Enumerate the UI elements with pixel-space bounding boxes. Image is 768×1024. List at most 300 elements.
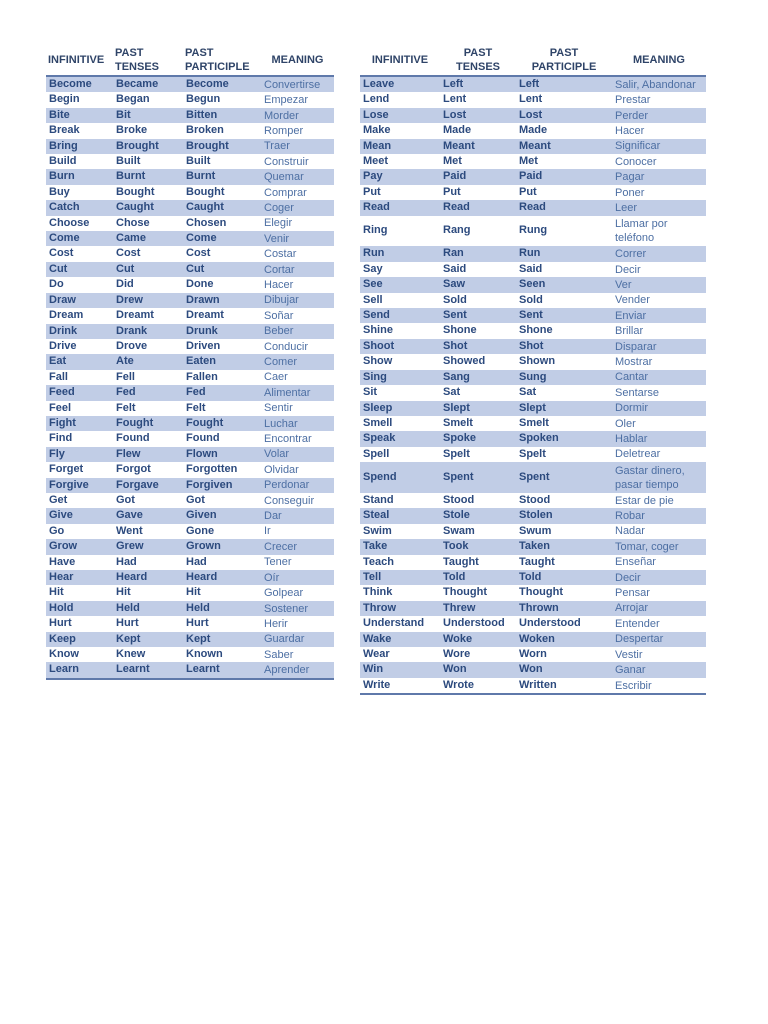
meaning-cell: Perdonar (261, 478, 334, 493)
table-row (360, 277, 706, 292)
table-row (360, 462, 706, 493)
table-row (46, 555, 334, 570)
infinitive-cell: Write (360, 678, 440, 694)
meaning-cell: Comprar (261, 185, 334, 200)
past-participle-cell: Lent (516, 92, 612, 107)
past-tense-cell: Built (113, 154, 183, 169)
header-past-participle: PAST PARTICIPLE (516, 44, 612, 76)
table-row (360, 431, 706, 446)
infinitive-cell: Read (360, 200, 440, 215)
infinitive-cell: Make (360, 123, 440, 138)
table-row (46, 524, 334, 539)
infinitive-cell: Keep (46, 632, 113, 647)
past-participle-cell: Slept (516, 401, 612, 416)
past-tense-cell: Showed (440, 354, 516, 369)
infinitive-cell: Shine (360, 323, 440, 338)
table-row (46, 508, 334, 523)
infinitive-cell: Give (46, 508, 113, 523)
past-tense-cell: Sent (440, 308, 516, 323)
past-tense-cell: Wrote (440, 678, 516, 694)
table-row (360, 92, 706, 107)
infinitive-cell: Leave (360, 76, 440, 92)
past-participle-cell: Gone (183, 524, 261, 539)
header-past-participle: PAST PARTICIPLE (183, 44, 261, 76)
past-tense-cell: Ran (440, 246, 516, 261)
table-row (360, 385, 706, 400)
table-row (360, 323, 706, 338)
table-row (46, 447, 334, 462)
past-participle-cell: Run (516, 246, 612, 261)
table-row (46, 431, 334, 446)
past-participle-cell: Shot (516, 339, 612, 354)
infinitive-cell: Smell (360, 416, 440, 431)
past-participle-cell: Flown (183, 447, 261, 462)
past-participle-cell: Stolen (516, 508, 612, 523)
table-row (46, 385, 334, 400)
past-tense-cell: Fed (113, 385, 183, 400)
infinitive-cell: Wake (360, 632, 440, 647)
table-row (46, 76, 334, 92)
meaning-cell: Conocer (612, 154, 706, 169)
meaning-cell: Prestar (612, 92, 706, 107)
infinitive-cell: Hold (46, 601, 113, 616)
infinitive-cell: Become (46, 76, 113, 92)
past-tense-cell: Learnt (113, 662, 183, 678)
meaning-cell: Ir (261, 524, 334, 539)
past-tense-cell: Sold (440, 293, 516, 308)
past-participle-cell: Had (183, 555, 261, 570)
past-participle-cell: Spelt (516, 447, 612, 462)
infinitive-cell: Speak (360, 431, 440, 446)
infinitive-cell: Grow (46, 539, 113, 554)
past-participle-cell: Felt (183, 401, 261, 416)
meaning-cell: Brillar (612, 323, 706, 338)
past-tense-cell: Got (113, 493, 183, 508)
infinitive-cell: Send (360, 308, 440, 323)
verb-table-left (46, 44, 334, 680)
table-row (360, 293, 706, 308)
table-row (360, 354, 706, 369)
past-tense-cell: Spelt (440, 447, 516, 462)
meaning-cell: Golpear (261, 585, 334, 600)
table-row (360, 616, 706, 631)
past-participle-cell: Meant (516, 139, 612, 154)
infinitive-cell: Mean (360, 139, 440, 154)
past-participle-cell: Known (183, 647, 261, 662)
past-tense-cell: Fell (113, 370, 183, 385)
past-participle-cell: Found (183, 431, 261, 446)
past-tense-cell: Sat (440, 385, 516, 400)
infinitive-cell: Forgive (46, 478, 113, 493)
past-participle-cell: Read (516, 200, 612, 215)
infinitive-cell: Drive (46, 339, 113, 354)
past-tense-cell: Bit (113, 108, 183, 123)
table-row (360, 200, 706, 215)
infinitive-cell: Learn (46, 662, 113, 678)
past-tense-cell: Won (440, 662, 516, 677)
past-participle-cell: Learnt (183, 662, 261, 678)
verb-rows (46, 76, 334, 679)
meaning-cell: Gastar dinero, pasar tiempo (612, 462, 706, 493)
infinitive-cell: Feed (46, 385, 113, 400)
table-row (46, 216, 334, 231)
meaning-cell: Llamar por teléfono (612, 216, 706, 247)
meaning-cell: Volar (261, 447, 334, 462)
infinitive-cell: Spend (360, 462, 440, 493)
meaning-cell: Coger (261, 200, 334, 215)
meaning-cell: Hablar (612, 431, 706, 446)
past-tense-cell: Caught (113, 200, 183, 215)
past-tense-cell: Thought (440, 585, 516, 600)
meaning-cell: Mostrar (612, 354, 706, 369)
infinitive-cell: Put (360, 185, 440, 200)
infinitive-cell: Build (46, 154, 113, 169)
infinitive-cell: Hurt (46, 616, 113, 631)
meaning-cell: Enviar (612, 308, 706, 323)
meaning-cell: Tomar, coger (612, 539, 706, 554)
past-tense-cell: Lost (440, 108, 516, 123)
verb-rows (360, 76, 706, 694)
meaning-cell: Morder (261, 108, 334, 123)
header-past-tenses: PAST TENSES (113, 44, 183, 76)
past-tense-cell: Hurt (113, 616, 183, 631)
past-participle-cell: Brought (183, 139, 261, 154)
past-participle-cell: Worn (516, 647, 612, 662)
past-participle-cell: Dreamt (183, 308, 261, 323)
meaning-cell: Elegir (261, 216, 334, 231)
past-participle-cell: Drawn (183, 293, 261, 308)
past-participle-cell: Understood (516, 616, 612, 631)
header-past-tenses: PAST TENSES (440, 44, 516, 76)
past-tense-cell: Drank (113, 324, 183, 339)
past-tense-cell: Gave (113, 508, 183, 523)
past-tense-cell: Lent (440, 92, 516, 107)
header-meaning: MEANING (261, 44, 334, 76)
meaning-cell: Olvidar (261, 462, 334, 477)
infinitive-cell: Throw (360, 601, 440, 616)
infinitive-cell: Get (46, 493, 113, 508)
meaning-cell: Ganar (612, 662, 706, 677)
past-participle-cell: Thought (516, 585, 612, 600)
past-tense-cell: Grew (113, 539, 183, 554)
table-row (46, 570, 334, 585)
infinitive-cell: Swim (360, 524, 440, 539)
past-participle-cell: Caught (183, 200, 261, 215)
meaning-cell: Robar (612, 508, 706, 523)
meaning-cell: Guardar (261, 632, 334, 647)
infinitive-cell: Hear (46, 570, 113, 585)
table-row (46, 616, 334, 631)
past-participle-cell: Drunk (183, 324, 261, 339)
past-participle-cell: Taken (516, 539, 612, 554)
infinitive-cell: Forget (46, 462, 113, 477)
infinitive-cell: Fly (46, 447, 113, 462)
meaning-cell: Estar de pie (612, 493, 706, 508)
past-tense-cell: Swam (440, 524, 516, 539)
past-tense-cell: Broke (113, 123, 183, 138)
meaning-cell: Costar (261, 246, 334, 261)
past-tense-cell: Fought (113, 416, 183, 431)
header-infinitive: INFINITIVE (360, 44, 440, 76)
table-row (46, 277, 334, 292)
infinitive-cell: Buy (46, 185, 113, 200)
past-participle-cell: Forgiven (183, 478, 261, 493)
past-participle-cell: Become (183, 76, 261, 92)
past-tense-cell: Drew (113, 293, 183, 308)
infinitive-cell: Say (360, 262, 440, 277)
past-participle-cell: Given (183, 508, 261, 523)
past-tense-cell: Woke (440, 632, 516, 647)
past-participle-cell: Met (516, 154, 612, 169)
past-tense-cell: Had (113, 555, 183, 570)
infinitive-cell: Show (360, 354, 440, 369)
meaning-cell: Soñar (261, 308, 334, 323)
table-row (360, 401, 706, 416)
infinitive-cell: Lend (360, 92, 440, 107)
infinitive-cell: Cost (46, 246, 113, 261)
meaning-cell: Aprender (261, 662, 334, 678)
table-row (360, 647, 706, 662)
meaning-cell: Dibujar (261, 293, 334, 308)
past-tense-cell: Held (113, 601, 183, 616)
past-tense-cell: Chose (113, 216, 183, 231)
meaning-cell: Crecer (261, 539, 334, 554)
past-participle-cell: Grown (183, 539, 261, 554)
infinitive-cell: Come (46, 231, 113, 246)
header-infinitive: INFINITIVE (46, 44, 113, 76)
table-row (46, 123, 334, 138)
meaning-cell: Construir (261, 154, 334, 169)
past-tense-cell: Meant (440, 139, 516, 154)
table-row (46, 108, 334, 123)
table-row (46, 262, 334, 277)
past-tense-cell: Put (440, 185, 516, 200)
infinitive-cell: Hit (46, 585, 113, 600)
past-participle-cell: Got (183, 493, 261, 508)
past-participle-cell: Burnt (183, 169, 261, 184)
past-tense-cell: Flew (113, 447, 183, 462)
past-tense-cell: Took (440, 539, 516, 554)
infinitive-cell: Sing (360, 370, 440, 385)
past-participle-cell: Taught (516, 555, 612, 570)
past-tense-cell: Met (440, 154, 516, 169)
infinitive-cell: Pay (360, 169, 440, 184)
past-tense-cell: Spoke (440, 431, 516, 446)
meaning-cell: Alimentar (261, 385, 334, 400)
infinitive-cell: Steal (360, 508, 440, 523)
meaning-cell: Hacer (261, 277, 334, 292)
table-row (46, 370, 334, 385)
meaning-cell: Dormir (612, 401, 706, 416)
past-participle-cell: Eaten (183, 354, 261, 369)
table-row (360, 169, 706, 184)
infinitive-cell: Win (360, 662, 440, 677)
past-tense-cell: Threw (440, 601, 516, 616)
past-tense-cell: Made (440, 123, 516, 138)
past-tense-cell: Spent (440, 462, 516, 493)
table-row (360, 370, 706, 385)
infinitive-cell: Begin (46, 92, 113, 107)
table-row (46, 200, 334, 215)
table-row (360, 585, 706, 600)
infinitive-cell: Understand (360, 616, 440, 631)
meaning-cell: Poner (612, 185, 706, 200)
past-tense-cell: Ate (113, 354, 183, 369)
past-participle-cell: Said (516, 262, 612, 277)
meaning-cell: Nadar (612, 524, 706, 539)
past-tense-cell: Cut (113, 262, 183, 277)
meaning-cell: Leer (612, 200, 706, 215)
infinitive-cell: Know (46, 647, 113, 662)
table-row (360, 539, 706, 554)
infinitive-cell: Catch (46, 200, 113, 215)
past-participle-cell: Spent (516, 462, 612, 493)
table-row (360, 570, 706, 585)
infinitive-cell: Take (360, 539, 440, 554)
meaning-cell: Cantar (612, 370, 706, 385)
meaning-cell: Conducir (261, 339, 334, 354)
infinitive-cell: Tell (360, 570, 440, 585)
past-tense-cell: Began (113, 92, 183, 107)
meaning-cell: Empezar (261, 92, 334, 107)
infinitive-cell: Ring (360, 216, 440, 247)
past-participle-cell: Put (516, 185, 612, 200)
infinitive-cell: Do (46, 277, 113, 292)
meaning-cell: Despertar (612, 632, 706, 647)
past-tense-cell: Understood (440, 616, 516, 631)
table-row (360, 154, 706, 169)
table-row (46, 632, 334, 647)
meaning-cell: Cortar (261, 262, 334, 277)
infinitive-cell: Choose (46, 216, 113, 231)
table-row (46, 92, 334, 107)
past-tense-cell: Found (113, 431, 183, 446)
past-participle-cell: Heard (183, 570, 261, 585)
infinitive-cell: Think (360, 585, 440, 600)
meaning-cell: Arrojar (612, 601, 706, 616)
table-row (360, 447, 706, 462)
infinitive-cell: Eat (46, 354, 113, 369)
table-row (360, 185, 706, 200)
past-participle-cell: Sung (516, 370, 612, 385)
meaning-cell: Significar (612, 139, 706, 154)
infinitive-cell: See (360, 277, 440, 292)
table-row (46, 416, 334, 431)
past-participle-cell: Begun (183, 92, 261, 107)
past-participle-cell: Paid (516, 169, 612, 184)
table-row (360, 262, 706, 277)
table-row (360, 493, 706, 508)
table-row (46, 293, 334, 308)
header-row (46, 44, 334, 76)
table-row (360, 555, 706, 570)
table-row (360, 524, 706, 539)
past-participle-cell: Hurt (183, 616, 261, 631)
table-row (360, 308, 706, 323)
past-tense-cell: Went (113, 524, 183, 539)
past-tense-cell: Hit (113, 585, 183, 600)
table-row (46, 662, 334, 678)
table-row (360, 601, 706, 616)
meaning-cell: Vender (612, 293, 706, 308)
infinitive-cell: Draw (46, 293, 113, 308)
infinitive-cell: Fall (46, 370, 113, 385)
past-participle-cell: Driven (183, 339, 261, 354)
meaning-cell: Pensar (612, 585, 706, 600)
infinitive-cell: Shoot (360, 339, 440, 354)
past-tense-cell: Told (440, 570, 516, 585)
past-participle-cell: Fallen (183, 370, 261, 385)
past-tense-cell: Rang (440, 216, 516, 247)
table-row (46, 478, 334, 493)
table-row (360, 508, 706, 523)
meaning-cell: Entender (612, 616, 706, 631)
past-tense-cell: Forgot (113, 462, 183, 477)
meaning-cell: Escribir (612, 678, 706, 694)
past-participle-cell: Kept (183, 632, 261, 647)
past-participle-cell: Woken (516, 632, 612, 647)
table-row (360, 339, 706, 354)
past-tense-cell: Heard (113, 570, 183, 585)
meaning-cell: Vestir (612, 647, 706, 662)
infinitive-cell: Burn (46, 169, 113, 184)
past-tense-cell: Smelt (440, 416, 516, 431)
table-row (360, 632, 706, 647)
past-participle-cell: Fought (183, 416, 261, 431)
past-tense-cell: Stole (440, 508, 516, 523)
infinitive-cell: Have (46, 555, 113, 570)
past-participle-cell: Sold (516, 293, 612, 308)
past-tense-cell: Drove (113, 339, 183, 354)
meaning-cell: Pagar (612, 169, 706, 184)
past-tense-cell: Wore (440, 647, 516, 662)
meaning-cell: Salir, Abandonar (612, 76, 706, 92)
past-participle-cell: Hit (183, 585, 261, 600)
verb-table-right (360, 44, 706, 695)
table-row (360, 123, 706, 138)
past-participle-cell: Smelt (516, 416, 612, 431)
table-row (46, 354, 334, 369)
table-row (46, 185, 334, 200)
past-tense-cell: Slept (440, 401, 516, 416)
table-row (46, 324, 334, 339)
table-row (46, 339, 334, 354)
header-meaning: MEANING (612, 44, 706, 76)
meaning-cell: Convertirse (261, 76, 334, 92)
past-participle-cell: Built (183, 154, 261, 169)
meaning-cell: Traer (261, 139, 334, 154)
table-row (46, 601, 334, 616)
past-tense-cell: Shone (440, 323, 516, 338)
past-participle-cell: Cost (183, 246, 261, 261)
past-tense-cell: Saw (440, 277, 516, 292)
past-tense-cell: Paid (440, 169, 516, 184)
meaning-cell: Saber (261, 647, 334, 662)
past-participle-cell: Made (516, 123, 612, 138)
past-participle-cell: Chosen (183, 216, 261, 231)
infinitive-cell: Bring (46, 139, 113, 154)
infinitive-cell: Wear (360, 647, 440, 662)
infinitive-cell: Lose (360, 108, 440, 123)
meaning-cell: Decir (612, 570, 706, 585)
past-participle-cell: Sent (516, 308, 612, 323)
header-row (360, 44, 706, 76)
past-tense-cell: Knew (113, 647, 183, 662)
past-tense-cell: Kept (113, 632, 183, 647)
meaning-cell: Quemar (261, 169, 334, 184)
past-tense-cell: Stood (440, 493, 516, 508)
table-row (46, 493, 334, 508)
